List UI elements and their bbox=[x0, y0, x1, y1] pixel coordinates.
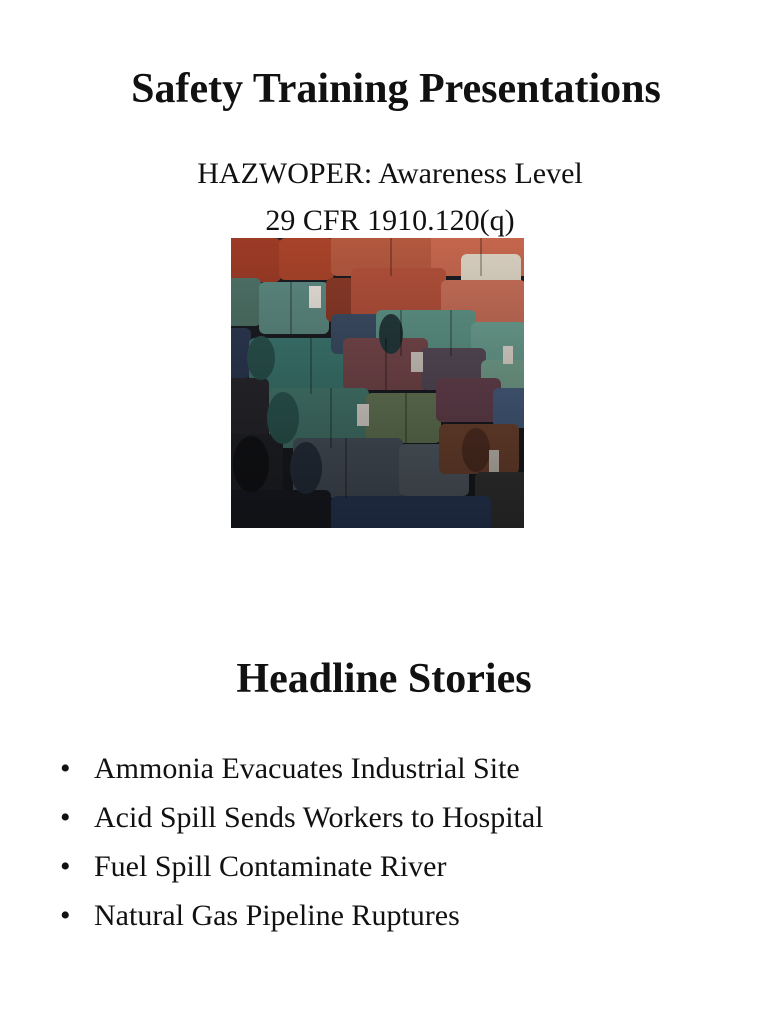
bullet-icon: • bbox=[60, 801, 71, 834]
bullet-icon: • bbox=[60, 752, 71, 785]
bullet-icon: • bbox=[60, 850, 71, 883]
slide-title: Headline Stories bbox=[236, 656, 532, 702]
bullet-icon: • bbox=[60, 899, 71, 932]
list-item bbox=[60, 891, 544, 940]
bullet-text: Fuel Spill Contaminate River bbox=[94, 850, 447, 883]
list-item bbox=[60, 842, 544, 891]
list-item bbox=[60, 793, 544, 842]
slide-2 bbox=[0, 560, 768, 1024]
bullet-text: Acid Spill Sends Workers to Hospital bbox=[94, 801, 544, 834]
slide-subtitle: HAZWOPER: Awareness Level bbox=[197, 157, 583, 190]
stacked-drums-photo bbox=[231, 238, 524, 528]
slide-title: Safety Training Presentations bbox=[131, 66, 661, 112]
regulation-citation: 29 CFR 1910.120(q) bbox=[265, 204, 515, 237]
bullet-text: Natural Gas Pipeline Ruptures bbox=[94, 899, 460, 932]
bullet-text: Ammonia Evacuates Industrial Site bbox=[94, 752, 520, 785]
list-item bbox=[60, 744, 544, 793]
bullet-list bbox=[60, 744, 544, 940]
